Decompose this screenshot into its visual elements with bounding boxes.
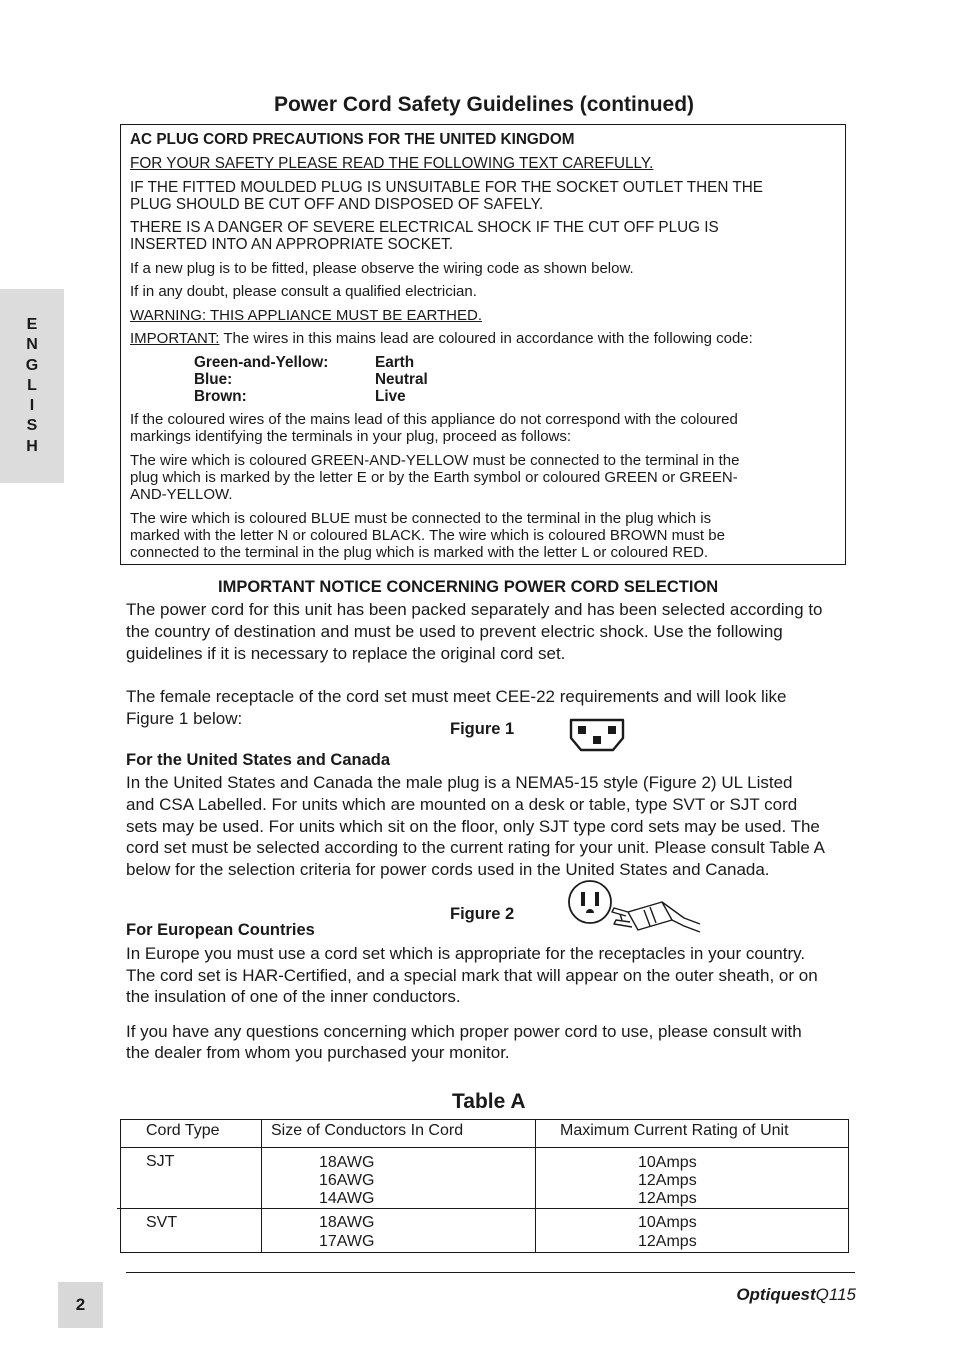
footer-model: Q115 [815,1285,856,1304]
questions-line1: If you have any questions concerning which proper power cord to use, please consult with [126,1022,802,1041]
figure1-label: Figure 1 [450,720,515,738]
wire-color-brown: Brown: [194,388,247,405]
important-line [130,330,753,347]
footer-product [736,1285,856,1305]
table-cell-size: 14AWG [319,1190,375,1207]
questions-line2: the dealer from whom you purchased your monitor. [126,1043,510,1062]
table-divider [261,1120,262,1252]
uk-precautions-box [120,124,846,565]
danger-line-2: INSERTED INTO AN APPROPRIATE SOCKET. [130,236,454,253]
notice-para1-line1: The power cord for this unit has been packed separately and has been selected according to [126,600,823,619]
us-canada-line5: below for the selection criteria for power cords used in the United States and Canada. [126,860,770,879]
us-canada-line4: cord set must be selected according to the current rating for your unit. Please consult Table A [126,838,825,857]
table-cell-size: 16AWG [319,1172,375,1189]
notice-heading: IMPORTANT NOTICE CONCERNING POWER CORD SELECTION [218,578,719,596]
table-divider [535,1120,536,1252]
table-cell-rating: 10Amps [638,1154,697,1171]
us-canada-heading: For the United States and Canada [126,751,391,769]
table-cell-rating: 12Amps [638,1233,697,1250]
notice-para1-line2: the country of destination and must be used to prevent electric shock. Use the following [126,622,783,641]
footer-brand: Optiquest [736,1285,816,1304]
notice-para2-line1: The female receptacle of the cord set must meet CEE-22 requirements and will look like [126,687,787,706]
table-a-title: Table A [452,1090,526,1113]
page-title: Power Cord Safety Guidelines (continued) [273,93,695,116]
notice-para2-line2: Figure 1 below: [126,709,243,728]
europe-line2: The cord set is HAR-Certified, and a special mark that will appear on the outer sheath, or on [126,966,818,985]
europe-heading: For European Countries [126,921,315,939]
table-divider [121,1147,848,1148]
language-tab-letter: I [29,397,35,415]
table-header-current-rating: Maximum Current Rating of Unit [560,1122,789,1139]
important-text: The wires in this mains lead are coloured in accordance with the following code: [223,330,753,347]
notice-para1-line3: guidelines if it is necessary to replace the original cord set. [126,644,566,663]
table-cell-cord-type: SVT [146,1214,178,1231]
page-number: 2 [58,1282,103,1328]
mismatch-line-1: If the coloured wires of the mains lead of this appliance do not correspond with the coloured [130,411,738,428]
wire-color-green-yellow: Green-and-Yellow: [194,354,329,371]
uk-box-heading: AC PLUG CORD PRECAUTIONS FOR THE UNITED KINGDOM [130,131,575,148]
wire-meaning-earth: Earth [375,354,415,371]
mismatch-line-2: markings identifying the terminals in your plug, proceed as follows: [130,428,572,445]
earthed-warning: WARNING: THIS APPLIANCE MUST BE EARTHED. [130,307,483,324]
europe-line1: In Europe you must use a cord set which is appropriate for the receptacles in your country. [126,944,806,963]
us-canada-line2: and CSA Labelled. For units which are mounted on a desk or table, type SVT or SJT cord [126,795,798,814]
green-yellow-line-1: The wire which is coloured GREEN-AND-YELLOW must be connected to the terminal in the [130,452,740,469]
blue-brown-line-1: The wire which is coloured BLUE must be connected to the terminal in the plug which is [130,510,712,527]
table-cell-rating: 12Amps [638,1190,697,1207]
blue-brown-line-2: marked with the letter N or coloured BLACK. The wire which is coloured BROWN must be [130,527,725,544]
table-cell-size: 18AWG [319,1154,375,1171]
green-yellow-line-2: plug which is marked by the letter E or by the Earth symbol or coloured GREEN or GREEN- [130,469,738,486]
us-canada-line1: In the United States and Canada the male plug is a NEMA5-15 style (Figure 2) UL Listed [126,773,793,792]
table-cell-cord-type: SJT [146,1153,175,1170]
us-canada-line3: sets may be used. For units which sit on the floor, only SJT type cord sets may be used. The [126,817,820,836]
language-tab-letter: L [27,376,37,394]
language-tab-letter: G [25,356,39,374]
consult-electrician-text: If in any doubt, please consult a qualified electrician. [130,283,477,300]
safety-note: FOR YOUR SAFETY PLEASE READ THE FOLLOWING TEXT CAREFULLY. [130,155,654,172]
table-header-conductor-size: Size of Conductors In Cord [271,1122,464,1139]
language-tab-letter: N [26,336,38,354]
important-label: IMPORTANT: [130,330,220,347]
footer-rule [126,1272,855,1273]
blue-brown-line-3: connected to the terminal in the plug which is marked with the letter L or coloured RED. [130,544,709,561]
language-tab-letter: E [26,315,38,333]
table-cell-rating: 12Amps [638,1172,697,1189]
table-cell-size: 17AWG [319,1233,375,1250]
danger-line-1: THERE IS A DANGER OF SEVERE ELECTRICAL SHOCK IF THE CUT OFF PLUG IS [130,219,719,236]
table-cell-size: 18AWG [319,1214,375,1231]
wire-color-blue: Blue: [194,371,233,388]
wire-meaning-neutral: Neutral [375,371,428,388]
language-tab-letter: H [26,437,38,455]
language-tab-letter: S [26,417,38,435]
table-divider [117,1208,848,1209]
cut-off-line-1: IF THE FITTED MOULDED PLUG IS UNSUITABLE FOR THE SOCKET OUTLET THEN THE [130,179,763,196]
europe-line3: the insulation of one of the inner conductors. [126,987,461,1006]
table-cell-rating: 10Amps [638,1214,697,1231]
cee22-receptacle-icon [567,716,627,756]
new-plug-text: If a new plug is to be fitted, please observe the wiring code as shown below. [130,260,634,277]
green-yellow-line-3: AND-YELLOW. [130,486,233,503]
figure2-label: Figure 2 [450,905,515,923]
table-a [120,1119,849,1253]
table-header-cord-type: Cord Type [146,1122,220,1139]
wire-meaning-live: Live [375,388,406,405]
nema-plug-icon [566,880,706,942]
language-tab [0,289,64,483]
cut-off-line-2: PLUG SHOULD BE CUT OFF AND DISPOSED OF SAFELY. [130,196,544,213]
